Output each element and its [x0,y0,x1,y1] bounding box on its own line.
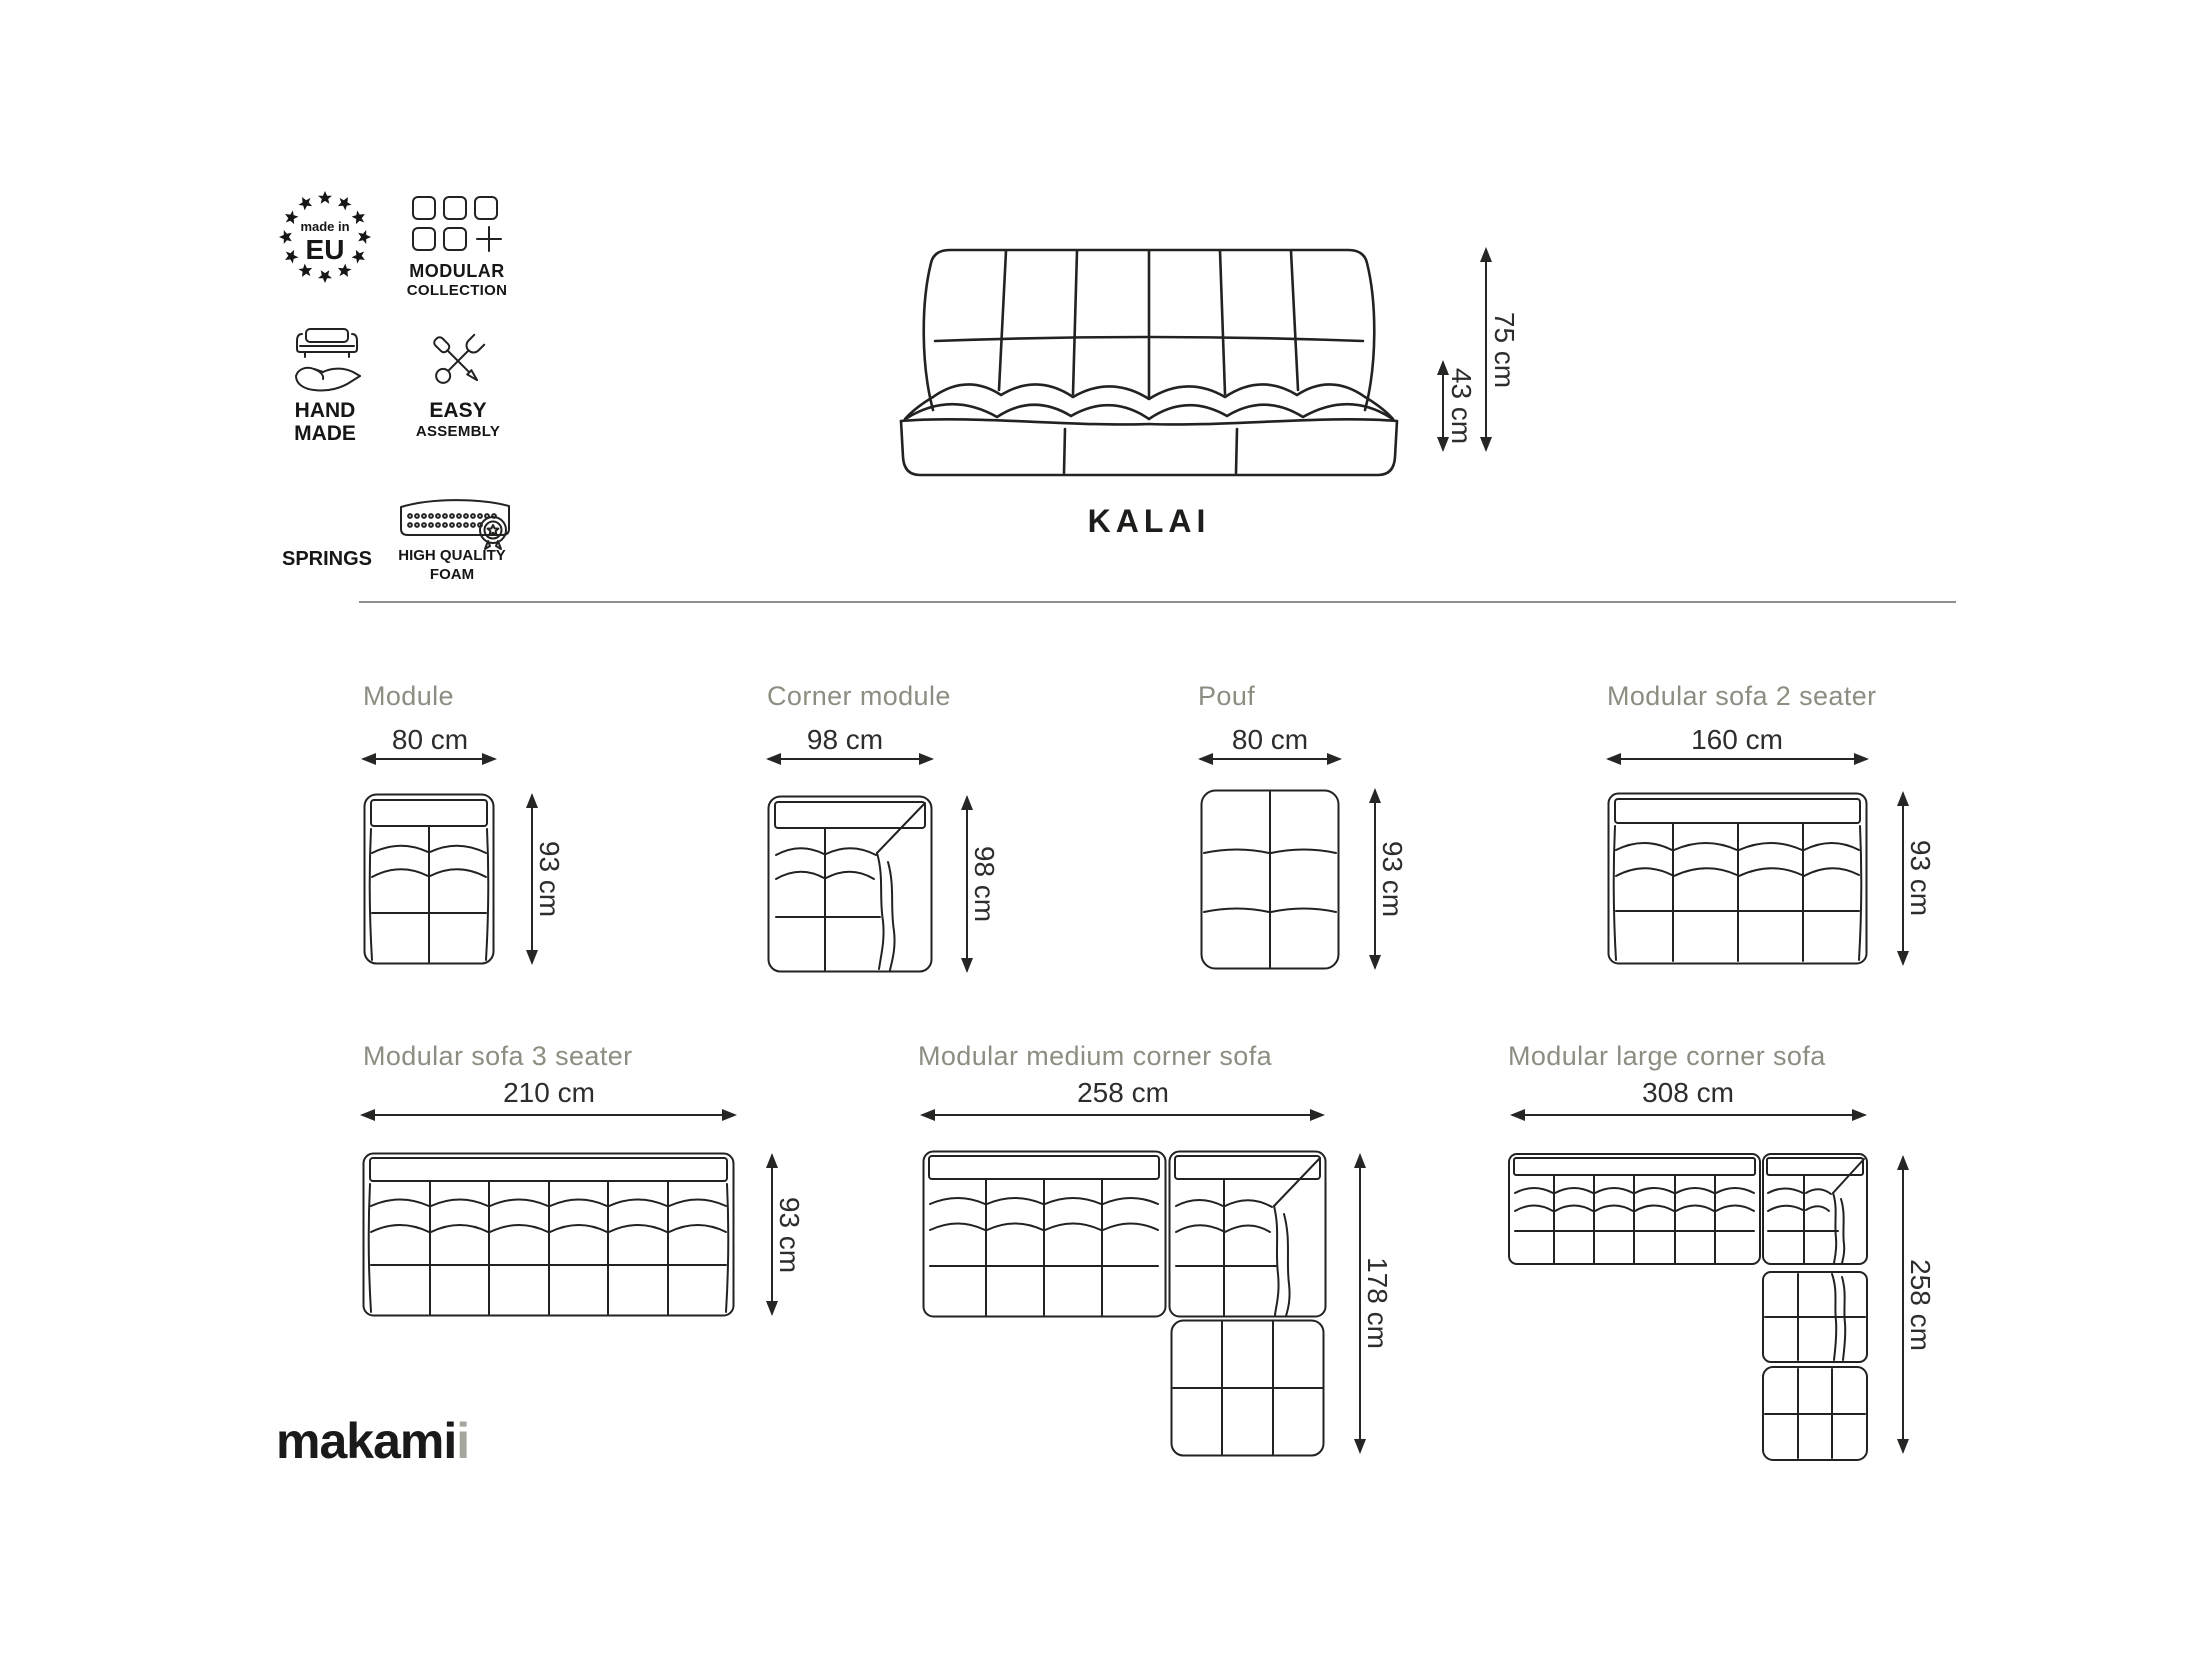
springs-label: SPRINGS [281,548,373,570]
brand-logo-accent: i [456,1413,470,1469]
high-quality-foam-label-line2: FOAM [429,566,475,583]
module-width-arrow [363,758,495,760]
medium-corner-sofa-width-arrow [922,1114,1323,1116]
sofa-3-seater-width-dimension: 210 cm [503,1077,595,1108]
easy-assembly-label-line2: ASSEMBLY [415,423,501,440]
hand-made-icon [287,326,367,396]
corner-module-width-arrow [768,758,932,760]
corner-module-title: Corner module [767,681,951,711]
pouf-width-arrow [1200,758,1340,760]
medium-corner-sofa-width-dimension: 258 cm [1077,1077,1169,1108]
module-title: Module [363,681,454,711]
easy-assembly-label-line1: EASY [429,399,487,422]
module-depth-dimension: 93 cm [534,840,565,918]
modular-collection-icon [408,194,508,258]
large-corner-sofa-depth-dimension: 258 cm [1905,1259,1936,1351]
medium-corner-sofa-topview-drawing [922,1150,1327,1457]
hand-made-label-line2: MADE [294,422,356,445]
section-divider [359,601,1956,603]
made-in-eu-label-line1: made in [300,219,350,234]
corner-module-depth-dimension: 98 cm [969,845,1000,923]
sofa-2-seater-width-dimension: 160 cm [1691,724,1783,755]
corner-module-topview-drawing [767,795,933,973]
pouf-topview-drawing [1200,789,1340,970]
sofa-2-seater-title: Modular sofa 2 seater [1607,681,1877,711]
large-corner-sofa-width-dimension: 308 cm [1642,1077,1734,1108]
sofa-3-seater-depth-dimension: 93 cm [774,1196,805,1274]
total-height-arrow [1485,249,1487,450]
sofa-3-seater-width-arrow [362,1114,735,1116]
easy-assembly-icon [423,326,493,396]
pouf-width-dimension: 80 cm [1231,724,1309,755]
seat-height-dimension: 43 cm [1446,367,1477,445]
springs-icon [294,482,360,544]
large-corner-sofa-topview-drawing [1508,1153,1868,1461]
high-quality-foam-label-line1: HIGH QUALITY [398,547,506,564]
brand-logo-main: makami [276,1413,457,1469]
medium-corner-sofa-depth-dimension: 178 cm [1362,1257,1393,1349]
large-corner-sofa-title: Modular large corner sofa [1508,1041,1826,1071]
module-topview-drawing [363,793,495,965]
sofa-front-view-drawing [893,247,1405,479]
sofa-2-seater-depth-dimension: 93 cm [1905,839,1936,917]
total-height-dimension: 75 cm [1489,311,1520,389]
module-width-dimension: 80 cm [391,724,469,755]
made-in-eu-label-line2: EU [305,234,345,265]
sofa-2-seater-width-arrow [1608,758,1867,760]
large-corner-sofa-width-arrow [1512,1114,1865,1116]
pouf-title: Pouf [1198,681,1256,711]
modular-collection-label-line2: COLLECTION [406,282,508,299]
seat-height-arrow [1442,362,1444,450]
product-title: KALAI [1087,503,1211,539]
hand-made-label-line1: HAND [294,399,356,422]
sofa-3-seater-title: Modular sofa 3 seater [363,1041,633,1071]
medium-corner-sofa-title: Modular medium corner sofa [918,1041,1273,1071]
sofa-2-seater-topview-drawing [1607,792,1868,965]
corner-module-width-dimension: 98 cm [806,724,884,755]
sofa-3-seater-topview-drawing [362,1152,735,1317]
modular-collection-label-line1: MODULAR [409,261,505,281]
high-quality-foam-icon [396,490,514,550]
brand-logo [276,1412,469,1470]
pouf-depth-dimension: 93 cm [1377,840,1408,918]
